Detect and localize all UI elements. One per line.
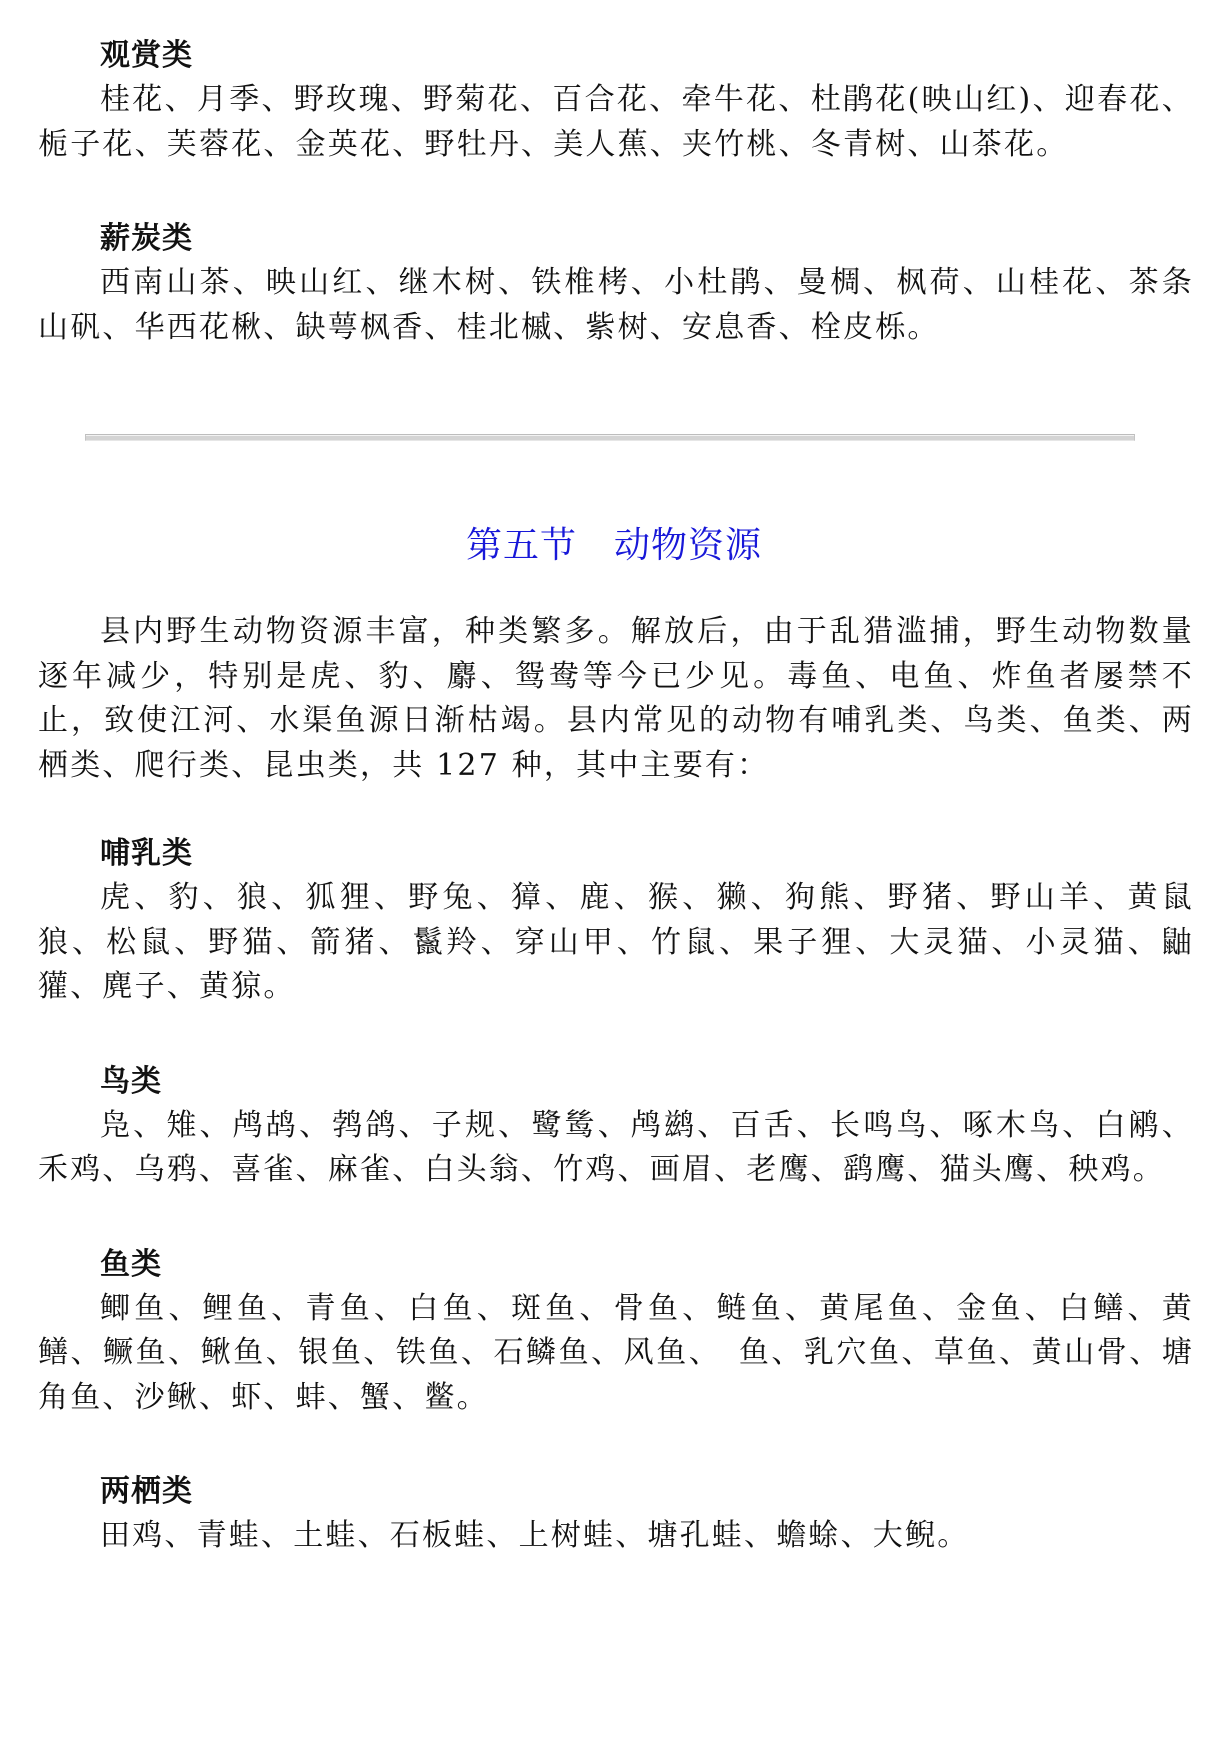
category-text: 凫、雉、鸬鸪、鹁鸽、子规、鹭鸶、鸬鹚、百舌、长鸣鸟、啄木鸟、白鹇、禾鸡、乌鸦、喜雀、麻雀、白头翁、竹鸡、画眉、老鹰、鹞鹰、猫头鹰、秧鸡。 [38,1107,1194,1187]
category-text: 西南山茶、映山红、继木树、铁椎栲、小杜鹃、曼椆、枫荷、山桂花、茶条山矾、华西花楸、缺萼枫香、桂北槭、紫树、安息香、栓皮栎。 [38,265,1194,345]
spacer [38,788,1194,832]
spacer [38,1420,1194,1470]
section-amphibians [38,1470,1194,1559]
section-fish [38,1243,1194,1421]
category-text: 鲫鱼、鲤鱼、青鱼、白鱼、斑鱼、骨鱼、鲢鱼、黄尾鱼、金鱼、白鳝、黄鳝、鳜鱼、鳅鱼、银鱼、铁鱼、石鳞鱼、风鱼、 鱼、乳穴鱼、草鱼、黄山骨、塘角鱼、沙鳅、虾、蚌、蟹、鳖。 [38,1290,1194,1415]
upper-content [38,34,1194,350]
category-heading: 薪炭类 [100,221,193,256]
section-firewood [38,217,1194,350]
category-heading: 鸟类 [100,1063,162,1099]
category-text: 桂花、月季、野玫瑰、野菊花、百合花、牵牛花、杜鹃花(映山红)、迎春花、栀子花、芙蓉花、金英花、野牡丹、美人蕉、夹竹桃、冬青树、山茶花。 [38,82,1194,162]
category-text: 田鸡、青蛙、土蛙、石板蛙、上树蛙、塘孔蛙、蟾蜍、大鲵。 [100,1518,970,1553]
section-birds [38,1060,1194,1193]
spacer [38,1010,1194,1060]
spacer [38,1193,1194,1243]
section-divider [85,434,1135,441]
lower-content [38,610,1194,1559]
category-text: 虎、豹、狼、狐狸、野兔、獐、鹿、猴、獭、狗熊、野猪、野山羊、黄鼠狼、松鼠、野猫、箭猪、鬣羚、穿山甲、竹鼠、果子狸、大灵猫、小灵猫、鼬獾、麂子、黄猄。 [38,880,1194,1004]
section-mammals [38,832,1194,1010]
category-heading: 观赏类 [100,38,193,73]
section-ornamental [38,34,1194,167]
spacer [38,167,1194,217]
category-heading: 鱼类 [100,1246,162,1282]
chapter-title: 第五节 动物资源 [465,525,762,566]
category-heading: 哺乳类 [100,836,193,871]
intro-paragraph: 县内野生动物资源丰富，种类繁多。解放后，由于乱猎滥捕，野生动物数量逐年减少，特别是虎、豹、麝、鸳鸯等今已少见。毒鱼、电鱼、炸鱼者屡禁不止，致使江河、水渠鱼源日渐枯竭。县内常见的动物有哺乳类、鸟类、鱼类、两栖类、爬行类、昆虫类，共 127 种，其中主要有： [38,614,1194,783]
category-heading: 两栖类 [100,1474,193,1509]
